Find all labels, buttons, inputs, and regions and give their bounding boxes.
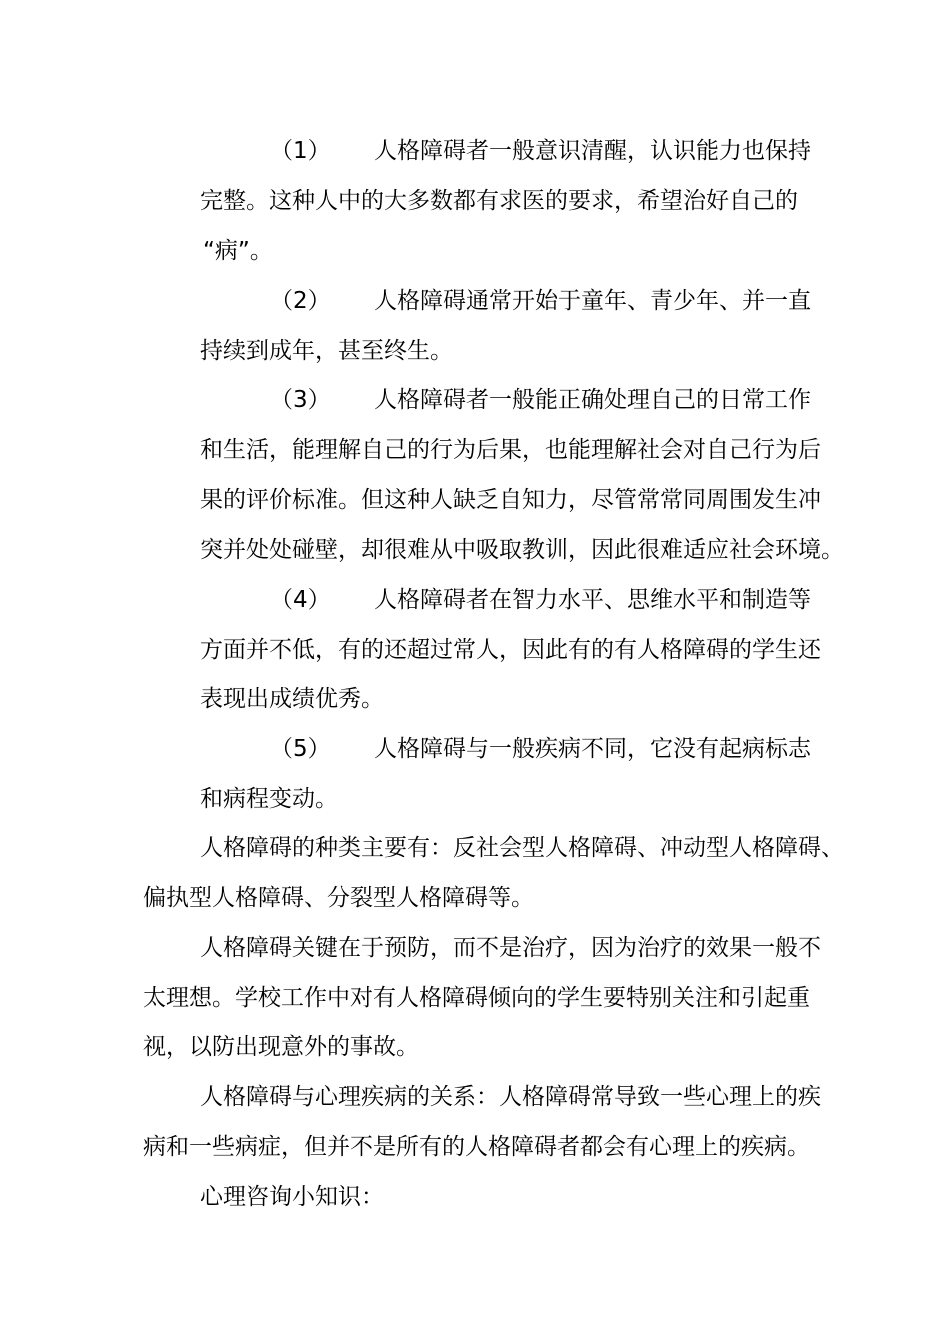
item-text: 人格障碍者在智力水平、思维水平和制造等 bbox=[374, 587, 811, 613]
item-number: （2） bbox=[270, 288, 331, 314]
item-text: 人格障碍者一般能正确处理自己的日常工作 bbox=[374, 387, 811, 413]
item-text-cont: 和生活，能理解自己的行为后果，也能理解社会对自己行为后 bbox=[200, 437, 821, 463]
item-number: （3） bbox=[270, 387, 331, 413]
paragraph-text: 人格障碍与心理疾病的关系：人格障碍常导致一些心理上的疾 bbox=[200, 1084, 821, 1110]
item-text: 人格障碍与一般疾病不同，它没有起病标志 bbox=[374, 736, 811, 762]
paragraph-text-cont: 偏执型人格障碍、分裂型人格障碍等。 bbox=[143, 885, 534, 911]
item-number: （1） bbox=[270, 138, 331, 164]
paragraph-text-cont: 视，以防出现意外的事故。 bbox=[143, 1034, 419, 1060]
paragraph-text-cont: 太理想。学校工作中对有人格障碍倾向的学生要特别关注和引起重 bbox=[143, 985, 810, 1011]
item-text-cont: 表现出成绩优秀。 bbox=[200, 686, 384, 712]
item-number: （5） bbox=[270, 736, 331, 762]
item-text: 人格障碍者一般意识清醒，认识能力也保持 bbox=[374, 138, 811, 164]
paragraph-text: 人格障碍关键在于预防，而不是治疗，因为治疗的效果一般不 bbox=[200, 935, 821, 961]
item-text-cont: 突并处处碰壁，却很难从中吸取教训，因此很难适应社会环境。 bbox=[200, 537, 844, 563]
item-text-cont: “病”。 bbox=[203, 238, 273, 264]
section-heading: 心理咨询小知识： bbox=[200, 1184, 384, 1210]
paragraph-text: 人格障碍的种类主要有：反社会型人格障碍、冲动型人格障碍、 bbox=[200, 835, 844, 861]
item-text-cont: 果的评价标准。但这种人缺乏自知力，尽管常常同周围发生冲 bbox=[200, 487, 821, 513]
item-text-cont: 方面并不低，有的还超过常人，因此有的有人格障碍的学生还 bbox=[200, 637, 821, 663]
item-text-cont: 持续到成年，甚至终生。 bbox=[200, 338, 453, 364]
item-number: （4） bbox=[270, 587, 331, 613]
item-text: 人格障碍通常开始于童年、青少年、并一直 bbox=[374, 288, 811, 314]
item-text-cont: 和病程变动。 bbox=[200, 786, 338, 812]
paragraph-text-cont: 病和一些病症，但并不是所有的人格障碍者都会有心理上的疾病。 bbox=[143, 1134, 810, 1160]
item-text-cont: 完整。这种人中的大多数都有求医的要求，希望治好自己的 bbox=[200, 188, 798, 214]
